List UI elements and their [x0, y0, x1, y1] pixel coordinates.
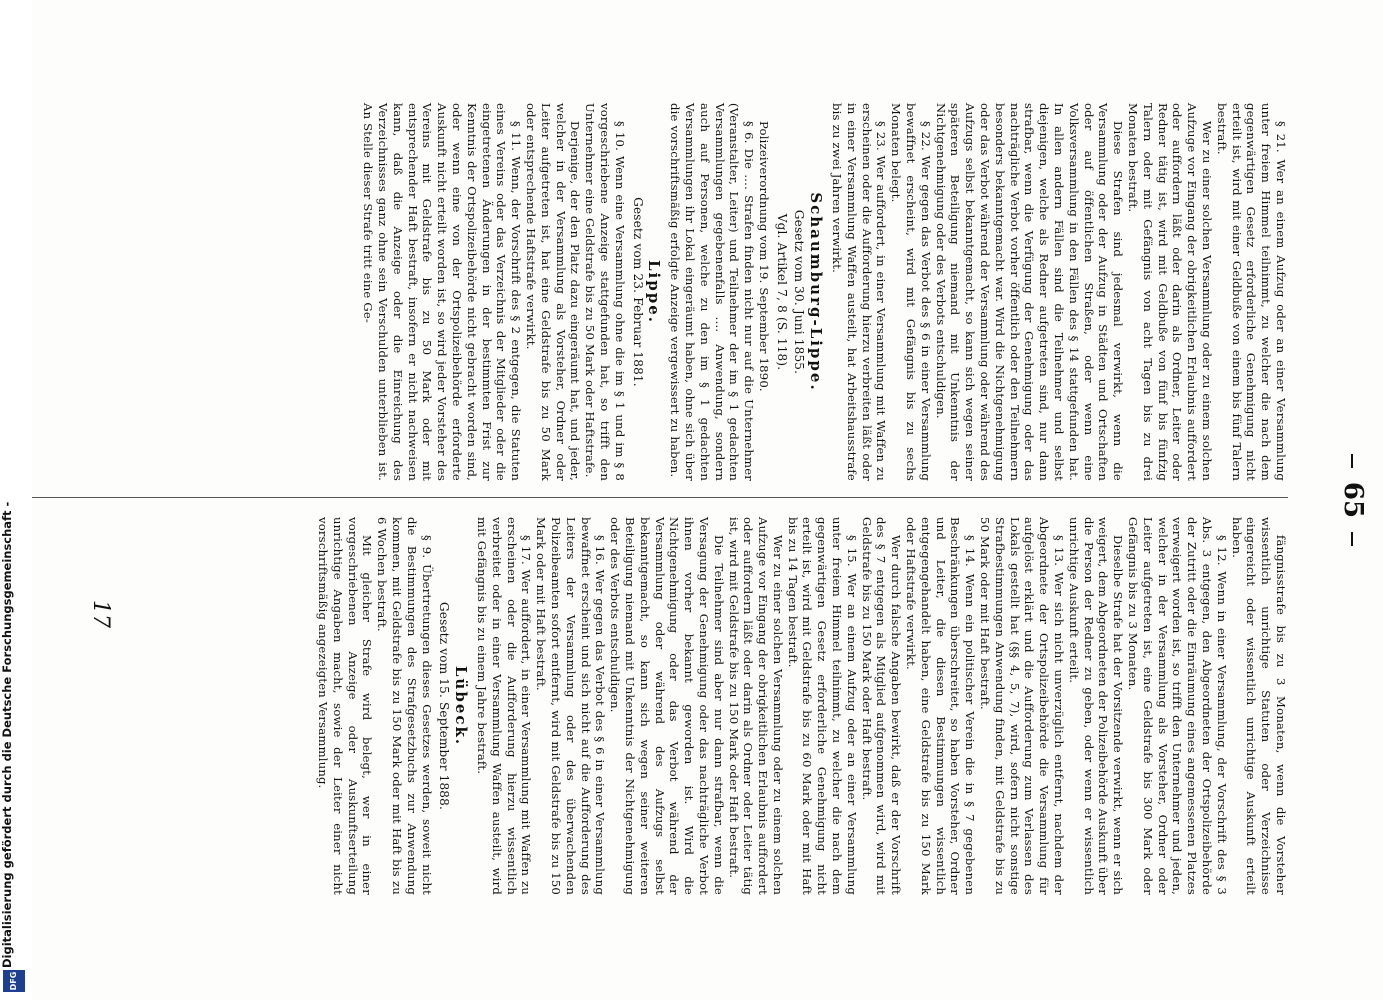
paragraph: § 22. Wer gegen das Verbot des § 6 in einer Versammlung bewaffnet erscheint, wird mit Gefängnis bis zu sechs Monaten belegt. [889, 103, 933, 481]
section-subheading: Gesetz vom 15. September 1888. [437, 602, 452, 810]
column-divider [23, 497, 1288, 498]
paragraph: Die Teilnehmer sind aber nur dann strafbar, wenn die Versagung der Genehmigung oder das nachträgliche Verbot ihnen vorher bekannt geworden ist. Wird die Nichtgenehmigung oder das Verbot während der Versammlung oder während des Aufzugs selbst bekanntgemacht, so kann sich wegen seiner weiteren Beteiligung niemand mit Unkenntnis der Nichtgenehmigung oder des Verbots entschuldigen. [608, 517, 726, 895]
right-column [315, 517, 1288, 895]
paragraph: § 21. Wer an einem Aufzug oder an einer Versammlung unter freiem Himmel teilnimmt, zu welcher die nach dem gegenwärtigen Gesetz erforderliche Genehmigung nicht erteilt ist, wird mit einer Geldbuße von einem bis fünf Talern bestraft. [1214, 103, 1288, 481]
funding-text: Digitalisierung gefördert durch die Deutsche Forschungsgemeinschaft - [0, 501, 14, 968]
page-number-text: 65 [1338, 481, 1368, 519]
page-number [1338, 430, 1368, 570]
paragraph: § 12. Wenn in einer Versammlung, der Vorschrift des § 3 Abs. 3 entgegen, den Abgeordneten der Ortspolizeibehörde der Zutritt oder die Einräumung eines angemessenen Platzes verweigert worden ist, so trifft den Unternehmer und jeden, welcher in der Versammlung als Vorsteher, Ordner oder Leiter aufgetreten ist, eine Geldstrafe bis 300 Mark oder Gefängnis bis zu 3 Monaten. [1126, 517, 1229, 895]
dash-right [1351, 532, 1353, 546]
sheet-signature: 17 [88, 600, 113, 628]
section-subheading: Gesetz vom 30. Juni 1855. [792, 209, 807, 375]
section-heading: Schaumburg-Lippe. [807, 192, 826, 392]
paragraph: Mit gleicher Strafe wird belegt, wer in einer vorgeschriebenen Anzeige oder Auskunftserteilung unrichtige Angaben macht, sowie der Leiter einer nicht vorschriftsmäßig angezeigten Versammlung. [316, 517, 375, 895]
paragraph: § 9. Übertretungen dieses Gesetzes werden, soweit nicht die Bestimmungen des Strafgesetzbuchs zur Anwendung kommen, mit Geldstrafe bis zu 150 Mark oder mit Haft bis zu 6 Wochen bestraft. [375, 517, 434, 895]
paragraph: § 14. Wenn ein politischer Verein die in § 7 gegebenen Beschränkungen überschreitet, so haben Vorsteher, Ordner und Leiter, die diesen Bestimmungen wissentlich entgegengehandelt haben, eine Geldstrafe bis zu 150 Mark oder Haftstrafe verwirkt. [904, 517, 978, 895]
paragraph: Wer zu einer solchen Versammlung oder zu einem solchen Aufzuge vor Eingang der obrigkeitlichen Erlaubnis auffordert oder auffordern läßt oder darin als Ordner oder Leiter tätig ist, wird mit Geldstrafe bis zu 150 Mark oder Haft bestraft. [726, 517, 785, 895]
left-column [360, 103, 1288, 481]
paragraph: § 17. Wer auffordert, in einer Versammlung mit Waffen zu erscheinen oder die Aufforderung hierzu wissentlich verbreitet oder in einer Versammlung Waffen austeilt, wird mit Gefängnis bis zu einem Jahre bestraft. [474, 517, 534, 895]
paragraph: § 11. Wenn, der Vorschrift des § 2 entgegen, die Statuten eines Vereins oder das Verzeichnis der Mitglieder oder die eingetretenen Änderungen in der bestimmten Frist zur Kenntnis der Ortspolizeibehörde nicht gebracht worden sind, oder wenn eine von der Ortspolizeibehörde erforderte Auskunft nicht erteilt worden ist, so wird jeder Vorsteher des Vereins mit Geldstrafe bis zu 50 Mark oder mit entsprechender Haft bestraft, insofern er nicht nachweisen kann, daß die Anzeige oder die Einreichung des Verzeichnisses ganz ohne sein Verschulden unterblieben ist. An Stelle dieser Strafe tritt eine Ge- [361, 103, 524, 481]
paragraph: § 13. Wer sich nicht unverzüglich entfernt, nachdem der Abgeordnete der Ortspolizeibehörde die Versammlung für aufgelöst erklärt und die Aufforderung zum Verlassen des Lokals gestellt hat (§§ 4, 5, 7), wird, sofern nicht sonstige Strafbestimmungen Anwendung finden, mit Geldstrafe bis zu 50 Mark oder mit Haft bestraft. [978, 517, 1067, 895]
paragraph: Diese Strafen sind jedesmal verwirkt, wenn die Versammlung oder der Aufzug in Städten und Ortschaften oder auf öffentlichen Straßen, oder wenn eine Volksversammlung in den Fällen des § 14 stattgefunden hat. In allen andern Fällen sind die Teilnehmer und selbst diejenigen, welche als Redner aufgetreten sind, nur dann strafbar, wenn die Verfügung der Genehmigung oder das nachträgliche Verbot vorher öffentlich oder den Teilnehmern besonders bekanntgemacht war. Wird die Nichtgenehmigung oder das Verbot während der Versammlung oder während des Aufzugs selbst bekanntgemacht, so kann sich wegen seiner späteren Beteiligung niemand mit Unkenntnis der Nichtgenehmigung oder des Verbots entschuldigen. [933, 103, 1126, 481]
paragraph: § 6. Die .... Strafen finden nicht nur auf die Unternehmer (Veranstalter, Leiter) und Teilnehmer der im § 1 gedachten Versammlungen gegebenenfalls .... Anwendung, sondern auch auf Personen, welche zu den im § 1 gedachten Versammlungen ihr Lokal eingeräumt haben, ohne sich über die vorschriftsmäßig erfolgte Anzeige vergewissert zu haben. [668, 103, 757, 481]
paragraph: fängnisstrafe bis zu 3 Monaten, wenn die Vorsteher wissentlich unrichtige Statuten oder Verzeichnisse eingereicht oder wissentlich unrichtige Auskunft erteilt haben. [1229, 517, 1288, 895]
section-heading: Lippe. [645, 260, 664, 324]
paragraph: Wer durch falsche Angaben bewirkt, daß er der Vorschrift des § 7 entgegen als Mitglied aufgenommen wird, wird mit Geldstrafe bis zu 150 Mark oder Haft bestraft. [859, 517, 904, 895]
section-heading: Lübeck. [452, 665, 471, 747]
dash-left [1351, 454, 1353, 468]
paragraph: § 10. Wenn eine Versammlung ohne die im § 1 und im § 8 vorgeschriebene Anzeige stattgefunden hat, so trifft den Unternehmer eine Geldstrafe bis zu 50 Mark oder Haftstrafe. [583, 103, 627, 481]
paragraph: § 16. Wer gegen das Verbot des § 6 in einer Versammlung bewaffnet erscheint und sich nicht auf die Aufforderung des Leiters der Versammlung oder des überwachenden Polizeibeamten sofort entfernt, wird mit Geldstrafe bis zu 150 Mark oder mit Haft bestraft. [534, 517, 608, 895]
paragraph: Dieselbe Strafe hat der Vorsitzende verwirkt, wenn er sich weigert, dem Abgeordneten der Polizeibehörde Auskunft über die Person der Redner zu geben, oder wenn er wissentlich unrichtige Auskunft erteilt. [1066, 517, 1126, 895]
paragraph: § 23. Wer auffordert, in einer Versammlung mit Waffen zu erscheinen oder die Aufforderung hierzu verbreiten läßt oder in einer Versammlung Waffen austeilt, hat Arbeitshausstrafe bis zu zwei Jahren verwirkt. [830, 103, 889, 481]
paragraph: Derjenige, der den Platz dazu eingeräumt hat, und jeder, welcher in der Versammlung als Vorsteher, Ordner oder Leiter aufgetreten ist, hat eine Geldstrafe bis zu 50 Mark oder entsprechende Haftstrafe verwirkt. [523, 103, 583, 481]
dfg-logo-icon: DFG [3, 970, 25, 992]
paragraph: § 15. Wer an einem Aufzug oder an einer Versammlung unter freiem Himmel teilnimmt, zu welcher die nach dem gegenwärtigen Gesetz erforderliche Genehmigung nicht erteilt ist, wird mit Geldstrafe bis zu 60 Mark oder mit Haft bis zu 14 Tagen bestraft. [785, 517, 859, 895]
paragraph: Polizeiverordnung vom 19. September 1890. [756, 121, 771, 392]
paragraph: Wer zu einer solchen Versammlung oder zu einem solchen Aufzuge vor Eingang der obrigkeitlichen Erlaubnis auffordert oder auffordern läßt oder darin als Ordner, Leiter oder Redner tätig ist, wird mit Geldbuße von fünf bis fünfzig Talern oder mit Gefängnis von acht Tagen bis zu drei Monaten bestraft. [1126, 103, 1215, 481]
section-subheading: Gesetz vom 23. Februar 1881. [630, 197, 645, 387]
funding-banner [0, 0, 32, 1000]
section-subheading: Vgl. Artikel 7, 8 (S. 118). [774, 213, 789, 371]
